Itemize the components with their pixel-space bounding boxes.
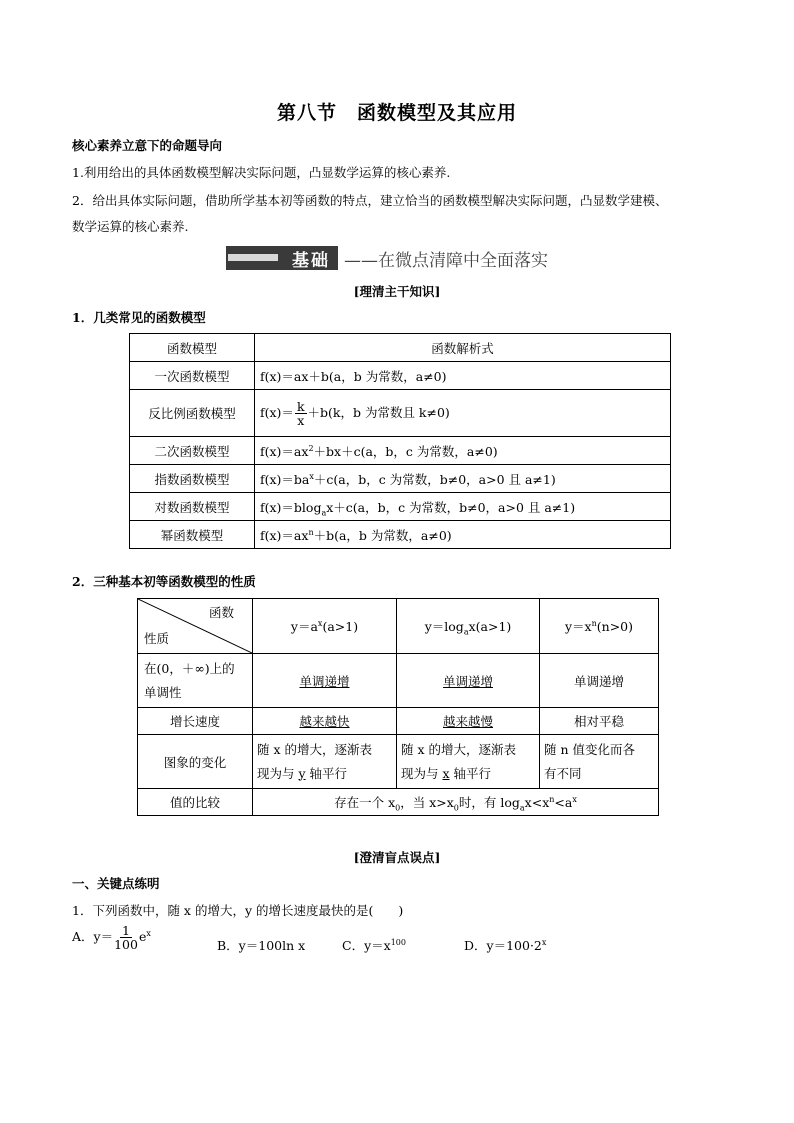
- table-row: [138, 735, 659, 789]
- orientation-heading: 核心素养立意下的命题导向: [72, 138, 223, 153]
- model-formula: $f(x)=ba^x+c(a$，b，c 为常数，b≠0，a>0 且 a≠1): [255, 465, 671, 493]
- orientation-item-2-line-1: 2．给出具体实际问题，借助所学基本初等函数的特点，建立恰当的函数模型解决实际问题，凸显数学建模、: [72, 193, 668, 208]
- cell-value: 单调递增: [253, 654, 397, 708]
- banner-subtitle: ——在微点清障中全面落实: [344, 250, 548, 271]
- model-formula: f(x)＝blog$_a$x＋c(a，b，c 为常数，b≠0，a>0 且 a≠1): [255, 493, 671, 521]
- diag-bottom-label: 性质: [144, 631, 170, 646]
- model-name: 指数函数模型: [130, 465, 255, 493]
- cell-value: 单调递增: [397, 654, 540, 708]
- table-row: [130, 437, 671, 465]
- header-power: $y=x^n(n>0)$: [540, 599, 659, 654]
- row-label-compare: 值的比较: [138, 789, 253, 816]
- cell-value: 随 x 的增大，逐渐表 现为与 y 轴平行: [253, 735, 397, 789]
- model-name: 二次函数模型: [130, 437, 255, 465]
- diagonal-header-cell: [138, 599, 253, 654]
- cell-value: 相对平稳: [540, 708, 659, 735]
- model-formula: $f(x)=ax^2+bx+c(a$，b，c 为常数，a≠0): [255, 437, 671, 465]
- cell-value: 越来越慢: [397, 708, 540, 735]
- row-label-monotonicity: 在(0，＋∞)上的 单调性: [138, 654, 253, 708]
- part-1-heading: 一、关键点练明: [72, 876, 160, 891]
- header-logarithmic: $y=\log_ax(a>1)$: [397, 599, 540, 654]
- page-title: 第八节 函数模型及其应用: [276, 102, 517, 124]
- diag-top-label: 函数: [208, 605, 234, 620]
- table-row: [138, 708, 659, 735]
- table-row: [138, 789, 659, 816]
- table-header-row: [138, 599, 659, 654]
- section-banner: [226, 246, 548, 270]
- fraction-k-over-x: $\frac{k}{x}$: [296, 398, 305, 428]
- model-formula: $f(x)=ax^n+b(a$，b 为常数，a≠0): [255, 521, 671, 549]
- model-formula: f(x)＝ $\frac{k}{x}$ ＋b(k，b 为常数且 k≠0): [255, 390, 671, 437]
- header-exponential: $y=a^x(a>1)$: [253, 599, 397, 654]
- header-model: 函数模型: [130, 334, 255, 362]
- table-row: [130, 362, 671, 390]
- orientation-item-2-line-2: 数学运算的核心素养.: [72, 219, 189, 234]
- question-1-stem: 1．下列函数中，随 x 的增大，y 的增长速度最快的是( ): [72, 903, 404, 918]
- option-d[interactable]: D．$y=100\cdot 2^x$: [464, 937, 547, 953]
- option-b[interactable]: B．y＝100ln x: [217, 938, 306, 953]
- model-name: 对数函数模型: [130, 493, 255, 521]
- row-label-graph: 图象的变化: [138, 735, 253, 789]
- option-c[interactable]: C．$y=x^{100}$: [342, 937, 406, 953]
- properties-table: [137, 598, 659, 816]
- orientation-item-1: 1.利用给出的具体函数模型解决实际问题，凸显数学运算的核心素养.: [72, 165, 451, 180]
- function-models-heading: 1．几类常见的函数模型: [72, 310, 206, 325]
- table-header-row: [130, 334, 671, 362]
- table-row: [130, 390, 671, 437]
- cell-value: 单调递增: [540, 654, 659, 708]
- cell-value-compare: 存在一个 $x_0$，当 $x>x_0$时，有 $\log_ax<x^n<a^x$: [253, 789, 659, 816]
- model-name: 幂函数模型: [130, 521, 255, 549]
- option-a[interactable]: A．y＝ $\frac{1}{100}$ $e^x$: [72, 923, 151, 952]
- table-row: [130, 521, 671, 549]
- row-label-speed: 增长速度: [138, 708, 253, 735]
- banner-word: 基础: [292, 250, 330, 271]
- model-name: 反比例函数模型: [130, 390, 255, 437]
- header-formula: 函数解析式: [255, 334, 671, 362]
- function-models-table: [129, 333, 671, 549]
- banner-stripe: [228, 254, 278, 261]
- table-row: [138, 654, 659, 708]
- section-label-main-knowledge: [理清主干知识]: [353, 284, 441, 299]
- cell-value: 随 n 值变化而各 有不同: [540, 735, 659, 789]
- table-row: [130, 493, 671, 521]
- cell-value: 随 x 的增大，逐渐表 现为与 x 轴平行: [397, 735, 540, 789]
- properties-heading: 2．三种基本初等函数模型的性质: [72, 574, 256, 589]
- banner-box: [226, 246, 338, 270]
- fraction-1-over-100: $\frac{1}{100}$: [114, 923, 138, 952]
- section-label-blind-spots: [澄清盲点误点]: [353, 850, 441, 865]
- model-formula: f(x)＝ax＋b(a，b 为常数，a≠0): [255, 362, 671, 390]
- model-name: 一次函数模型: [130, 362, 255, 390]
- cell-value: 越来越快: [253, 708, 397, 735]
- table-row: [130, 465, 671, 493]
